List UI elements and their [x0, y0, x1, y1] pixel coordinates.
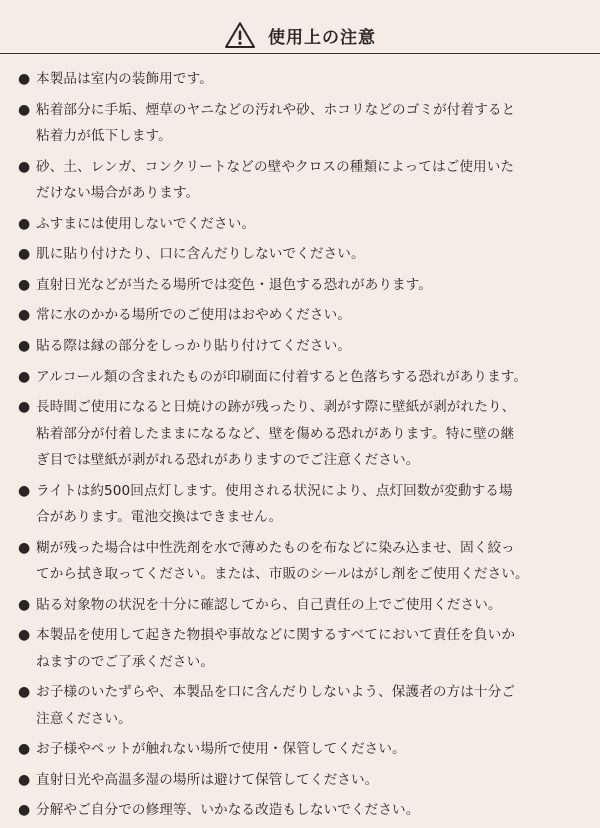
bullet-icon: ●: [18, 539, 31, 556]
notice-item: [18, 302, 596, 328]
bullet-icon: ●: [18, 276, 31, 293]
notice-item: [18, 767, 596, 793]
notice-item-text: 常に水のかかる場所でのご使用はおやめください。: [36, 307, 351, 324]
notice-item-text: 砂、土、レンガ、コンクリートなどの壁やクロスの種類によってはご使用いた だけない場合があります。: [36, 158, 515, 201]
notice-item: [18, 736, 596, 762]
notice-item: [18, 364, 596, 390]
notice-item-text: 粘着部分に手垢、煙草のヤニなどの汚れや砂、ホコリなどのゴミが付着すると 粘着力が低下します。: [36, 101, 516, 144]
bullet-icon: ●: [18, 215, 31, 232]
notice-item-text: 貼る対象物の状況を十分に確認してから、自己責任の上でご使用ください。: [36, 596, 502, 613]
notice-item: [18, 622, 596, 675]
bullet-icon: ●: [18, 771, 31, 788]
notice-item-text: 肌に貼り付けたり、口に含んだりしないでください。: [36, 246, 365, 263]
bullet-icon: ●: [18, 101, 31, 118]
bullet-icon: ●: [18, 684, 31, 701]
notice-item: [18, 272, 596, 298]
notice-item-text: お子様のいたずらや、本製品を口に含んだりしないよう、保護者の方は十分ご 注意ください。: [36, 684, 516, 727]
notice-header: [0, 0, 600, 53]
notice-item: [18, 478, 596, 531]
notice-item: [18, 394, 596, 473]
notice-list: [18, 66, 596, 828]
notice-item-text: 分解やご自分での修理等、いかなる改造もしないでください。: [36, 802, 420, 819]
notice-item: [18, 679, 596, 732]
notice-item: [18, 97, 596, 150]
bullet-icon: ●: [18, 307, 31, 324]
header-title-row: [0, 19, 600, 51]
notice-item: [18, 535, 596, 588]
notice-item: [18, 797, 596, 823]
bullet-icon: ●: [18, 399, 31, 416]
notice-item-text: 長時間ご使用になると日焼けの跡が残ったり、剥がす際に壁紙が剥がれたり、 粘着部分が付着したままになるなど、壁を傷める恐れがあります。特に壁の継 ぎ目では壁紙が剥がれる恐れがありますのでご注意ください。: [36, 399, 516, 468]
bullet-icon: ●: [18, 627, 31, 644]
notice-item-text: 貼る際は縁の部分をしっかり貼り付けてください。: [36, 337, 351, 354]
notice-item: [18, 154, 596, 207]
bullet-icon: ●: [18, 337, 31, 354]
notice-item: [18, 241, 596, 267]
notice-item: [18, 211, 596, 237]
notice-item-text: ライトは約500回点灯します。使用される状況により、点灯回数が変動する場 合があります。電池交換はできません。: [36, 482, 513, 525]
bullet-icon: ●: [18, 482, 31, 499]
notice-item-text: 直射日光や高温多湿の場所は避けて保管してください。: [36, 771, 379, 788]
bullet-icon: ●: [18, 71, 31, 87]
bullet-icon: ●: [18, 802, 31, 819]
notice-item-text: 本製品は室内の装飾用です。: [36, 71, 213, 87]
bullet-icon: ●: [18, 741, 31, 758]
notice-item-text: ふすまには使用しないでください。: [36, 215, 256, 232]
notice-item: [18, 592, 596, 618]
header-divider: [0, 53, 600, 54]
bullet-icon: ●: [18, 246, 31, 263]
notice-item: [18, 66, 596, 92]
notice-item-text: お子様やペットが触れない場所で使用・保管してください。: [36, 741, 406, 758]
bullet-icon: ●: [18, 368, 31, 385]
notice-item-text: 糊が残った場合は中性洗剤を水で薄めたものを布などに染み込ませ、固く絞っ てから拭き取ってください。または、市販のシールはがし剤をご使用ください。: [36, 539, 529, 582]
bullet-icon: ●: [18, 596, 31, 613]
notice-item: [18, 333, 596, 359]
bullet-icon: ●: [18, 158, 31, 175]
warning-triangle-icon: [224, 21, 256, 49]
notice-item-text: 本製品を使用して起きた物損や事故などに関するすべてにおいて責任を負いか ねますのでご了承ください。: [36, 627, 516, 670]
notice-item-text: 直射日光などが当たる場所では変色・退色する恐れがあります。: [36, 276, 433, 293]
page-title: 使用上の注意: [268, 27, 376, 48]
notice-item-text: アルコール類の含まれたものが印刷面に付着すると色落ちする恐れがあります。: [36, 368, 528, 385]
